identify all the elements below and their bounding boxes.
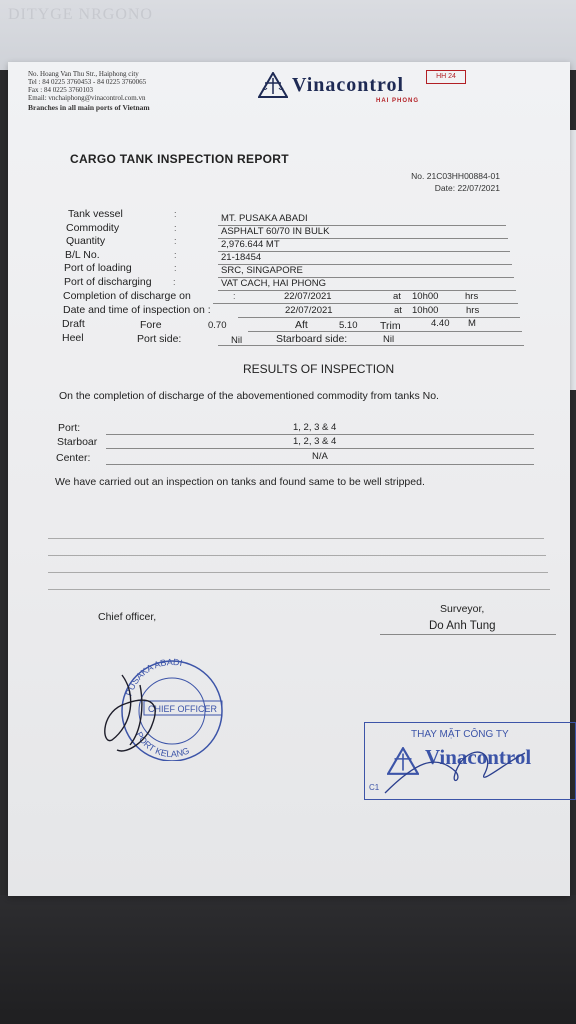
results-statement: We have carried out an inspection on tanks and found same to be well stripped. xyxy=(55,476,425,488)
field-underline xyxy=(106,464,534,465)
logo-subtitle: HAI PHONG xyxy=(376,98,420,104)
field-underline xyxy=(213,303,518,304)
company-stamp-code: C1 xyxy=(369,783,380,792)
colon: : xyxy=(174,236,177,246)
quantity-label: Quantity xyxy=(66,235,106,247)
port-discharging-label: Port of discharging xyxy=(64,276,152,288)
heel-port-value: Nil xyxy=(231,335,243,346)
blank-line xyxy=(48,555,546,556)
field-underline xyxy=(218,251,510,252)
branches-line: Branches in all main ports of Vietnam xyxy=(28,103,150,112)
company-stamp-top: THAY MẶT CÔNG TY xyxy=(411,729,509,740)
draft-trim-label: Trim xyxy=(380,320,401,332)
completion-at: at xyxy=(393,291,401,302)
report-date: Date: 22/07/2021 xyxy=(434,183,500,193)
draft-label: Draft xyxy=(62,318,85,330)
inspection-label: Date and time of inspection on : xyxy=(63,304,211,316)
colon: : xyxy=(174,263,177,273)
blank-line xyxy=(48,538,544,539)
commodity-value: ASPHALT 60/70 IN BULK xyxy=(221,226,330,237)
field-underline xyxy=(238,317,520,318)
email-line: Email: vnchaiphong@vinacontrol.com.vn xyxy=(28,94,146,102)
form-code-box: HH 24 xyxy=(426,70,466,84)
inspection-report-sheet xyxy=(8,62,570,896)
port-tanks-label: Port: xyxy=(58,422,81,434)
report-title: CARGO TANK INSPECTION REPORT xyxy=(70,152,289,166)
commodity-label: Commodity xyxy=(66,222,120,234)
stamp-ring-top-text: PUSAKA ABADI xyxy=(123,656,184,698)
tank-vessel-label: Tank vessel xyxy=(68,208,123,220)
draft-trim-unit: M xyxy=(468,318,476,329)
inspection-time: 10h00 xyxy=(412,305,439,316)
completion-label: Completion of discharge on xyxy=(63,290,191,302)
field-underline xyxy=(248,331,522,332)
completion-time: 10h00 xyxy=(412,291,439,302)
inspection-date: 22/07/2021 xyxy=(285,305,333,316)
signature-underline xyxy=(380,634,556,635)
heel-starboard-label: Starboard side: xyxy=(276,333,348,345)
field-underline xyxy=(218,345,524,346)
field-underline xyxy=(106,448,534,449)
colon: : xyxy=(174,250,177,260)
draft-trim-value: 4.40 xyxy=(431,318,450,329)
draft-aft-label: Aft xyxy=(295,319,308,331)
results-intro: On the completion of discharge of the abovementioned commodity from tanks No. xyxy=(59,390,439,402)
port-loading-value: SRC, SINGAPORE xyxy=(221,265,303,276)
quantity-value: 2,976.644 MT xyxy=(221,239,280,250)
starboard-tanks-label: Starboar xyxy=(57,436,98,448)
address-line: No. Hoang Van Thu Str., Haiphong city xyxy=(28,70,139,78)
blank-line xyxy=(48,572,548,573)
company-stamp-name: Vinacontrol xyxy=(425,745,532,769)
completion-date: 22/07/2021 xyxy=(284,291,332,302)
stamp-center-text: CHIEF OFFICER xyxy=(148,704,217,714)
tank-vessel-value: MT. PUSAKA ABADI xyxy=(221,213,308,224)
logo-wordmark: Vinacontrol xyxy=(292,74,405,96)
colon: : xyxy=(174,223,177,233)
dark-surface xyxy=(0,895,576,1024)
inspection-at: at xyxy=(394,305,402,316)
vinacontrol-company-stamp xyxy=(364,722,576,800)
draft-fore-label: Fore xyxy=(140,319,162,331)
surveyor-name: Do Anh Tung xyxy=(429,620,496,632)
draft-fore-value: 0.70 xyxy=(208,320,227,331)
blank-line xyxy=(48,589,550,590)
bl-no-label: B/L No. xyxy=(65,249,100,261)
scales-icon xyxy=(258,72,288,98)
stamp-ring-bottom-text: PORT KELANG xyxy=(133,730,191,760)
report-number: No. 21C03HH00884-01 xyxy=(411,171,500,181)
colon: : xyxy=(174,209,177,219)
bl-no-value: 21-18454 xyxy=(221,252,262,263)
background-surface xyxy=(0,0,576,70)
heel-label: Heel xyxy=(62,332,84,344)
tel-line: Tel : 84 0225 3760453 - 84 0225 3760065 xyxy=(28,78,147,86)
show-through-text: DITYGE NRGONO xyxy=(8,6,153,23)
center-tanks-label: Center: xyxy=(56,452,91,464)
heel-port-label: Port side: xyxy=(137,333,182,345)
port-loading-label: Port of loading xyxy=(64,262,132,274)
draft-aft-value: 5.10 xyxy=(339,320,358,331)
fax-line: Fax : 84 0225 3760103 xyxy=(28,86,93,94)
heel-starboard-value: Nil xyxy=(383,334,395,345)
field-underline xyxy=(106,434,534,435)
completion-unit: hrs xyxy=(465,291,479,302)
center-tanks-value: N/A xyxy=(312,451,328,462)
surveyor-title: Surveyor, xyxy=(440,603,485,615)
ship-chief-officer-stamp xyxy=(92,645,232,761)
colon: : xyxy=(173,277,176,287)
vinacontrol-logo xyxy=(258,72,448,106)
surveyor-signature xyxy=(365,723,575,799)
port-tanks-value: 1, 2, 3 & 4 xyxy=(293,422,337,433)
results-title: RESULTS OF INSPECTION xyxy=(243,362,395,376)
chief-officer-label: Chief officer, xyxy=(98,611,157,623)
inspection-unit: hrs xyxy=(466,305,480,316)
colon: : xyxy=(233,291,236,301)
port-discharging-value: VAT CACH, HAI PHONG xyxy=(221,278,327,289)
starboard-tanks-value: 1, 2, 3 & 4 xyxy=(293,436,337,447)
